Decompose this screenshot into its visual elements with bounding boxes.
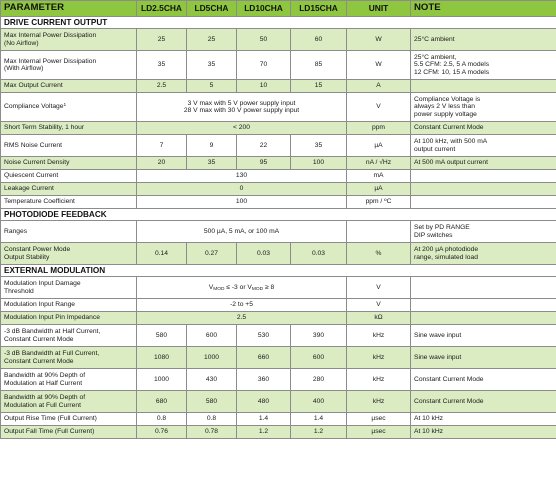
unit-cell: ppm [347,122,411,135]
parameter-cell [1,93,137,122]
value-cell: 70 [237,51,291,80]
spanned-value-cell [137,277,347,299]
value-cell: 1.2 [237,426,291,439]
value-cell: 25 [137,29,187,51]
value-cell: 0.03 [237,243,291,265]
section-title: DRIVE CURRENT OUTPUT [1,17,556,29]
table-row [1,170,556,183]
unit-cell: µA [347,135,411,157]
note-text: At 10 kHz [414,415,443,423]
spanned-value: -2 to +5 [230,301,253,309]
note-cell [411,325,556,347]
unit-cell: kHz [347,325,411,347]
value-cell: 35 [291,135,347,157]
parameter-cell [1,426,137,439]
note-cell [411,347,556,369]
value-cell: 60 [291,29,347,51]
parameter-cell [1,170,137,183]
table-row [1,29,556,51]
parameter-label: Quiescent Current [4,172,59,180]
spanned-value: 130 [235,172,248,180]
note-text: Constant Current Mode [414,124,484,132]
note-text: Sine wave input [414,353,462,361]
value-cell: 390 [291,325,347,347]
table-row [1,325,556,347]
parameter-label: Constant Current Mode [4,335,74,343]
parameter-cell [1,413,137,426]
note-cell [411,135,556,157]
footnote-marker: 1 [63,103,67,109]
parameter-label: RMS Noise Current [4,141,62,149]
parameter-cell [1,369,137,391]
table-row [1,391,556,413]
parameter-label: Compliance Voltage [4,103,64,111]
table-row [1,196,556,209]
note-cell [411,183,556,196]
parameter-label: Modulation Input Pin Impedance [4,314,100,322]
value-cell: 580 [187,391,237,413]
value-cell: 25 [187,29,237,51]
spanned-value: 0 [239,185,244,193]
threshold-text: ≤ -3 or V [224,283,252,291]
value-cell: 530 [237,325,291,347]
parameter-label: Max Internal Power Dissipation [4,57,97,65]
parameter-label: Bandwidth at 90% Depth of [4,394,86,401]
note-text: 25°C ambient, [414,53,457,61]
note-cell [411,369,556,391]
parameter-cell [1,135,137,157]
unit-cell: W [347,51,411,80]
note-text: At 500 mA output current [414,159,488,167]
note-text: At 10 kHz [414,428,443,436]
value-cell: 100 [291,157,347,170]
parameter-label: Output Stability [4,253,50,261]
value-cell: 600 [291,347,347,369]
parameter-cell [1,196,137,209]
section-header-row [1,209,556,221]
value-cell: 2.5 [137,80,187,93]
note-cell [411,277,556,299]
value-cell: 430 [187,369,237,391]
table-row [1,221,556,243]
parameter-label: Modulation at Full Current [4,401,81,409]
table-row [1,312,556,325]
note-cell [411,243,556,265]
parameter-cell [1,122,137,135]
value-cell: 0.27 [187,243,237,265]
section-title: PHOTODIODE FEEDBACK [1,209,556,221]
value-cell: 1.2 [291,426,347,439]
table-row [1,369,556,391]
parameter-label: Threshold [4,287,34,295]
note-text: 5.5 CFM: 2.5, 5 A models [414,61,490,69]
parameter-label: Constant Power Mode [4,246,71,253]
parameter-label: -3 dB Bandwidth at Half Current, [4,328,101,335]
value-cell: 35 [137,51,187,80]
spanned-value-cell [137,299,347,312]
value-cell: 0.14 [137,243,187,265]
column-header-ld2-5cha: LD2.5CHA [137,1,187,17]
unit-cell: V [347,93,411,122]
value-cell: 480 [237,391,291,413]
section-header-row [1,265,556,277]
parameter-cell [1,157,137,170]
note-text: range, simulated load [414,253,478,261]
column-header-note: NOTE [411,1,556,17]
parameter-cell [1,277,137,299]
spanned-value: 28 V max with 30 V power supply input [183,107,300,114]
table-row [1,51,556,80]
note-cell [411,221,556,243]
column-header-parameter: PARAMETER [1,1,137,17]
note-cell [411,29,556,51]
unit-cell: V [347,277,411,299]
spanned-value: 100 [235,198,248,206]
note-cell [411,170,556,183]
note-cell [411,391,556,413]
value-cell: 1000 [137,369,187,391]
note-cell [411,93,556,122]
parameter-cell [1,51,137,80]
note-text: DIP switches [414,231,453,239]
value-cell: 50 [237,29,291,51]
note-text: Set by PD RANGE [414,224,470,231]
spanned-value: 500 µA, 5 mA, or 100 mA [203,227,280,235]
parameter-cell [1,243,137,265]
parameter-cell [1,80,137,93]
value-cell: 600 [187,325,237,347]
unit-cell: kHz [347,347,411,369]
table-row [1,277,556,299]
parameter-label: Max Output Current [4,82,63,90]
value-cell: 0.8 [187,413,237,426]
header-row [1,1,556,17]
unit-cell: µA [347,183,411,196]
spanned-value: < 200 [233,124,250,132]
note-cell [411,157,556,170]
value-cell: 5 [187,80,237,93]
note-cell [411,299,556,312]
value-cell: 85 [291,51,347,80]
parameter-cell [1,29,137,51]
value-cell: 1080 [137,347,187,369]
unit-cell: mA [347,170,411,183]
parameter-label: (With Airflow) [4,65,44,72]
value-cell: 360 [237,369,291,391]
value-cell: 580 [137,325,187,347]
parameter-label: -3 dB Bandwidth at Full Current, [4,350,100,357]
parameter-label: Max Internal Power Dissipation [4,32,97,39]
value-cell: 1000 [187,347,237,369]
column-header-ld5cha: LD5CHA [187,1,237,17]
parameter-label: Short Term Stability, 1 hour [4,124,85,132]
note-cell [411,312,556,325]
note-text: Sine wave input [414,331,462,339]
value-cell: 0.8 [137,413,187,426]
parameter-cell [1,391,137,413]
section-header-row [1,17,556,29]
table-row [1,157,556,170]
parameter-label: Leakage Current [4,185,54,193]
spanned-value: 3 V max with 5 V power supply input [187,99,296,107]
parameter-label: Modulation Input Damage [4,280,81,287]
note-cell [411,196,556,209]
note-cell [411,80,556,93]
spanned-value-cell [137,221,347,243]
parameter-cell [1,312,137,325]
note-text: 25°C ambient [414,35,455,43]
unit-cell: % [347,243,411,265]
table-row [1,243,556,265]
spanned-value-cell [137,196,347,209]
table-row [1,299,556,312]
unit-cell: nA / √Hz [347,157,411,170]
value-cell: 660 [237,347,291,369]
parameter-label: Ranges [4,227,28,235]
table-row [1,183,556,196]
parameter-label: Output Fall Time (Full Current) [4,428,95,436]
table-row [1,426,556,439]
note-cell [411,122,556,135]
value-cell: 1.4 [237,413,291,426]
parameter-label: Modulation Input Range [4,301,76,309]
value-cell: 20 [137,157,187,170]
note-text: Constant Current Mode [414,397,484,405]
value-cell: 22 [237,135,291,157]
note-text: always 2 V less than [414,103,475,111]
spanned-value: 2.5 [236,314,247,322]
parameter-cell [1,183,137,196]
note-cell [411,413,556,426]
note-text: output current [414,145,456,153]
threshold-text: V [208,283,214,291]
parameter-cell [1,299,137,312]
threshold-text: MOD [251,286,264,292]
parameter-cell [1,347,137,369]
note-cell [411,426,556,439]
spanned-value-cell [137,183,347,196]
parameter-cell [1,221,137,243]
unit-cell: kΩ [347,312,411,325]
parameter-label: Modulation at Half Current [4,379,83,387]
value-cell: 280 [291,369,347,391]
note-cell [411,51,556,80]
value-cell: 9 [187,135,237,157]
spanned-value-cell [137,93,347,122]
parameter-label: Output Rise Time (Full Current) [4,415,97,423]
note-text: Constant Current Mode [414,375,484,383]
unit-cell: kHz [347,391,411,413]
column-header-unit: UNIT [347,1,411,17]
table-row [1,80,556,93]
note-text: At 200 µA photodiode [414,246,479,253]
spanned-value-cell [137,170,347,183]
note-text: 12 CFM: 10, 15 A models [414,68,490,76]
table-row [1,135,556,157]
value-cell: 10 [237,80,291,93]
spanned-value-cell [137,122,347,135]
spanned-value-cell [137,312,347,325]
value-cell: 1.4 [291,413,347,426]
value-cell: 400 [291,391,347,413]
value-cell: 7 [137,135,187,157]
parameter-label: Temperature Coefficient [4,198,75,206]
spec-table-body [1,17,556,439]
table-row [1,347,556,369]
note-text: power supply voltage [414,110,477,118]
parameter-label: Constant Current Mode [4,357,74,365]
value-cell: 95 [237,157,291,170]
unit-cell: kHz [347,369,411,391]
parameter-label: Bandwidth at 90% Depth of [4,372,86,379]
note-text: At 100 kHz, with 500 mA [414,138,488,145]
parameter-label: (No Airflow) [4,39,39,47]
parameter-cell [1,325,137,347]
unit-cell [347,221,411,243]
value-cell: 0.03 [291,243,347,265]
value-cell: 35 [187,51,237,80]
parameter-label: Noise Current Density [4,159,70,167]
table-row [1,93,556,122]
unit-cell: µsec [347,413,411,426]
value-cell: 15 [291,80,347,93]
section-title: EXTERNAL MODULATION [1,265,556,277]
note-text: Compliance Voltage is [414,95,481,103]
column-header-ld15cha: LD15CHA [291,1,347,17]
table-row [1,413,556,426]
value-cell: 680 [137,391,187,413]
unit-cell: A [347,80,411,93]
unit-cell: V [347,299,411,312]
unit-cell: W [347,29,411,51]
value-cell: 0.78 [187,426,237,439]
column-header-ld10cha: LD10CHA [237,1,291,17]
value-cell: 35 [187,157,237,170]
unit-cell: ppm / ºC [347,196,411,209]
threshold-text: ≥ 8 [263,283,275,291]
table-row [1,122,556,135]
unit-cell: µsec [347,426,411,439]
threshold-text: MOD [213,286,225,292]
value-cell: 0.76 [137,426,187,439]
